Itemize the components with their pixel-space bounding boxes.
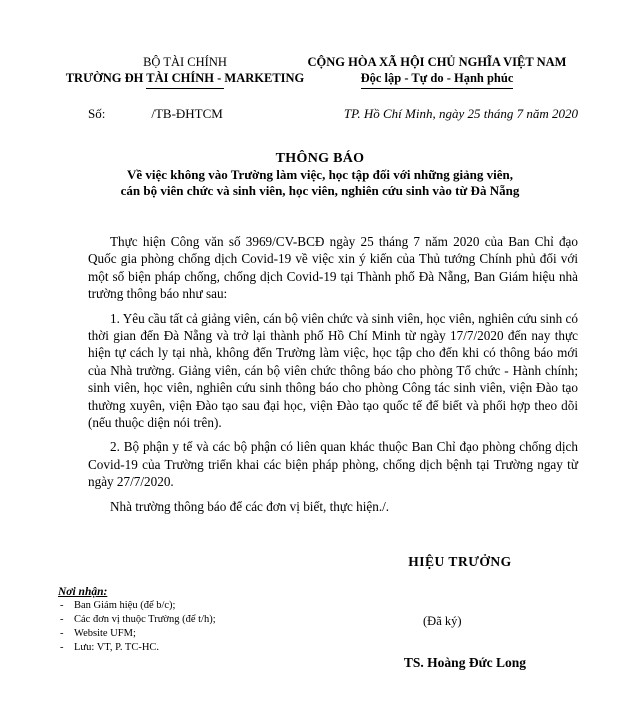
national-motto: Độc lập - Tự do - Hạnh phúc [360,71,514,85]
recipients-block [58,585,308,655]
school-name: TRƯỜNG ĐH TÀI CHÍNH - MARKETING [65,71,305,85]
motto-underline [361,88,513,89]
signed-note: (Đã ký) [423,614,462,628]
recipient-item: - Lưu: VT, P. TC-HC. [58,641,308,655]
document-number [88,106,223,122]
recipient-item: - Website UFM; [58,627,308,641]
recipient-item: - Ban Giám hiệu (để b/c); [58,599,308,613]
recipients-list [58,599,308,655]
body-paragraph: Nhà trường thông báo để các đơn vị biết, thực hiện./. [110,498,390,514]
recipient-item: - Các đơn vị thuộc Trường (để t/h); [58,613,308,627]
signatory-title: HIỆU TRƯỞNG [408,554,512,569]
signatory-name: TS. Hoàng Đức Long [403,655,527,670]
subject-line: Về việc không vào Trường làm việc, học tập đối với những giảng viên, [127,167,513,182]
issuer-header [60,54,310,89]
recipients-heading: Nơi nhận: [58,586,108,598]
place-date: TP. Hồ Chí Minh, ngày 25 tháng 7 năm 2020 [343,106,578,121]
national-header [292,54,582,89]
subject-line: cán bộ viên chức và sinh viên, học viên, nghiên cứu sinh vào từ Đà Nẵng [120,183,520,198]
country-name: CỘNG HÒA XÃ HỘI CHỦ NGHĨA VIỆT NAM [307,55,567,69]
body-paragraph: Thực hiện Công văn số 3969/CV-BCĐ ngày 25 tháng 7 năm 2020 của Ban Chỉ đạo Quốc gia phòng chống dịch Covid-19 về việc xin ý kiến của Thủ tướng Chính phủ đối với một số biện pháp chống, chống dịch Covid-19 tại Thành phố Đà Nẵng, Ban Giám hiệu nhà trường thông báo như sau: [88,234,578,302]
document-number-value: /TB-ĐHTCM [151,106,223,121]
document-subject [70,167,570,199]
document-title: THÔNG BÁO [275,151,365,166]
body-paragraph: 1. Yêu cầu tất cả giảng viên, cán bộ viên chức và sinh viên, học viên, nghiên cứu sinh có thời gian đến Đà Nẵng và trở lại thành phố Hồ Chí Minh từ ngày 17/7/2020 đến nay thực hiện tự cách ly tại nhà, không đến Trường làm việc, học tập cho đến khi có thông báo mới của Nhà trường. Giảng viên, cán bộ viên chức thông báo cho phòng Tổ chức - Hành chính; sinh viên, học viên, nghiên cứu sinh thông báo cho phòng Công tác sinh viên, viện Đào tạo thường xuyên, viện Đào tạo sau đại học, viện Đào tạo quốc tế để biết và phối hợp theo dõi (nếu thuộc diện nói trên). [88,310,578,431]
body-paragraph: 2. Bộ phận y tế và các bộ phận có liên quan khác thuộc Ban Chỉ đạo phòng chống dịch Covid-19 của Trường triển khai các biện pháp phòng, chống dịch bệnh tại Trường ngay từ ngày 27/7/2020. [88,439,578,490]
document-body [88,233,578,522]
issuer-underline [146,88,224,89]
document-number-label: Số: [88,106,106,121]
ministry-name: BỘ TÀI CHÍNH [143,55,227,69]
